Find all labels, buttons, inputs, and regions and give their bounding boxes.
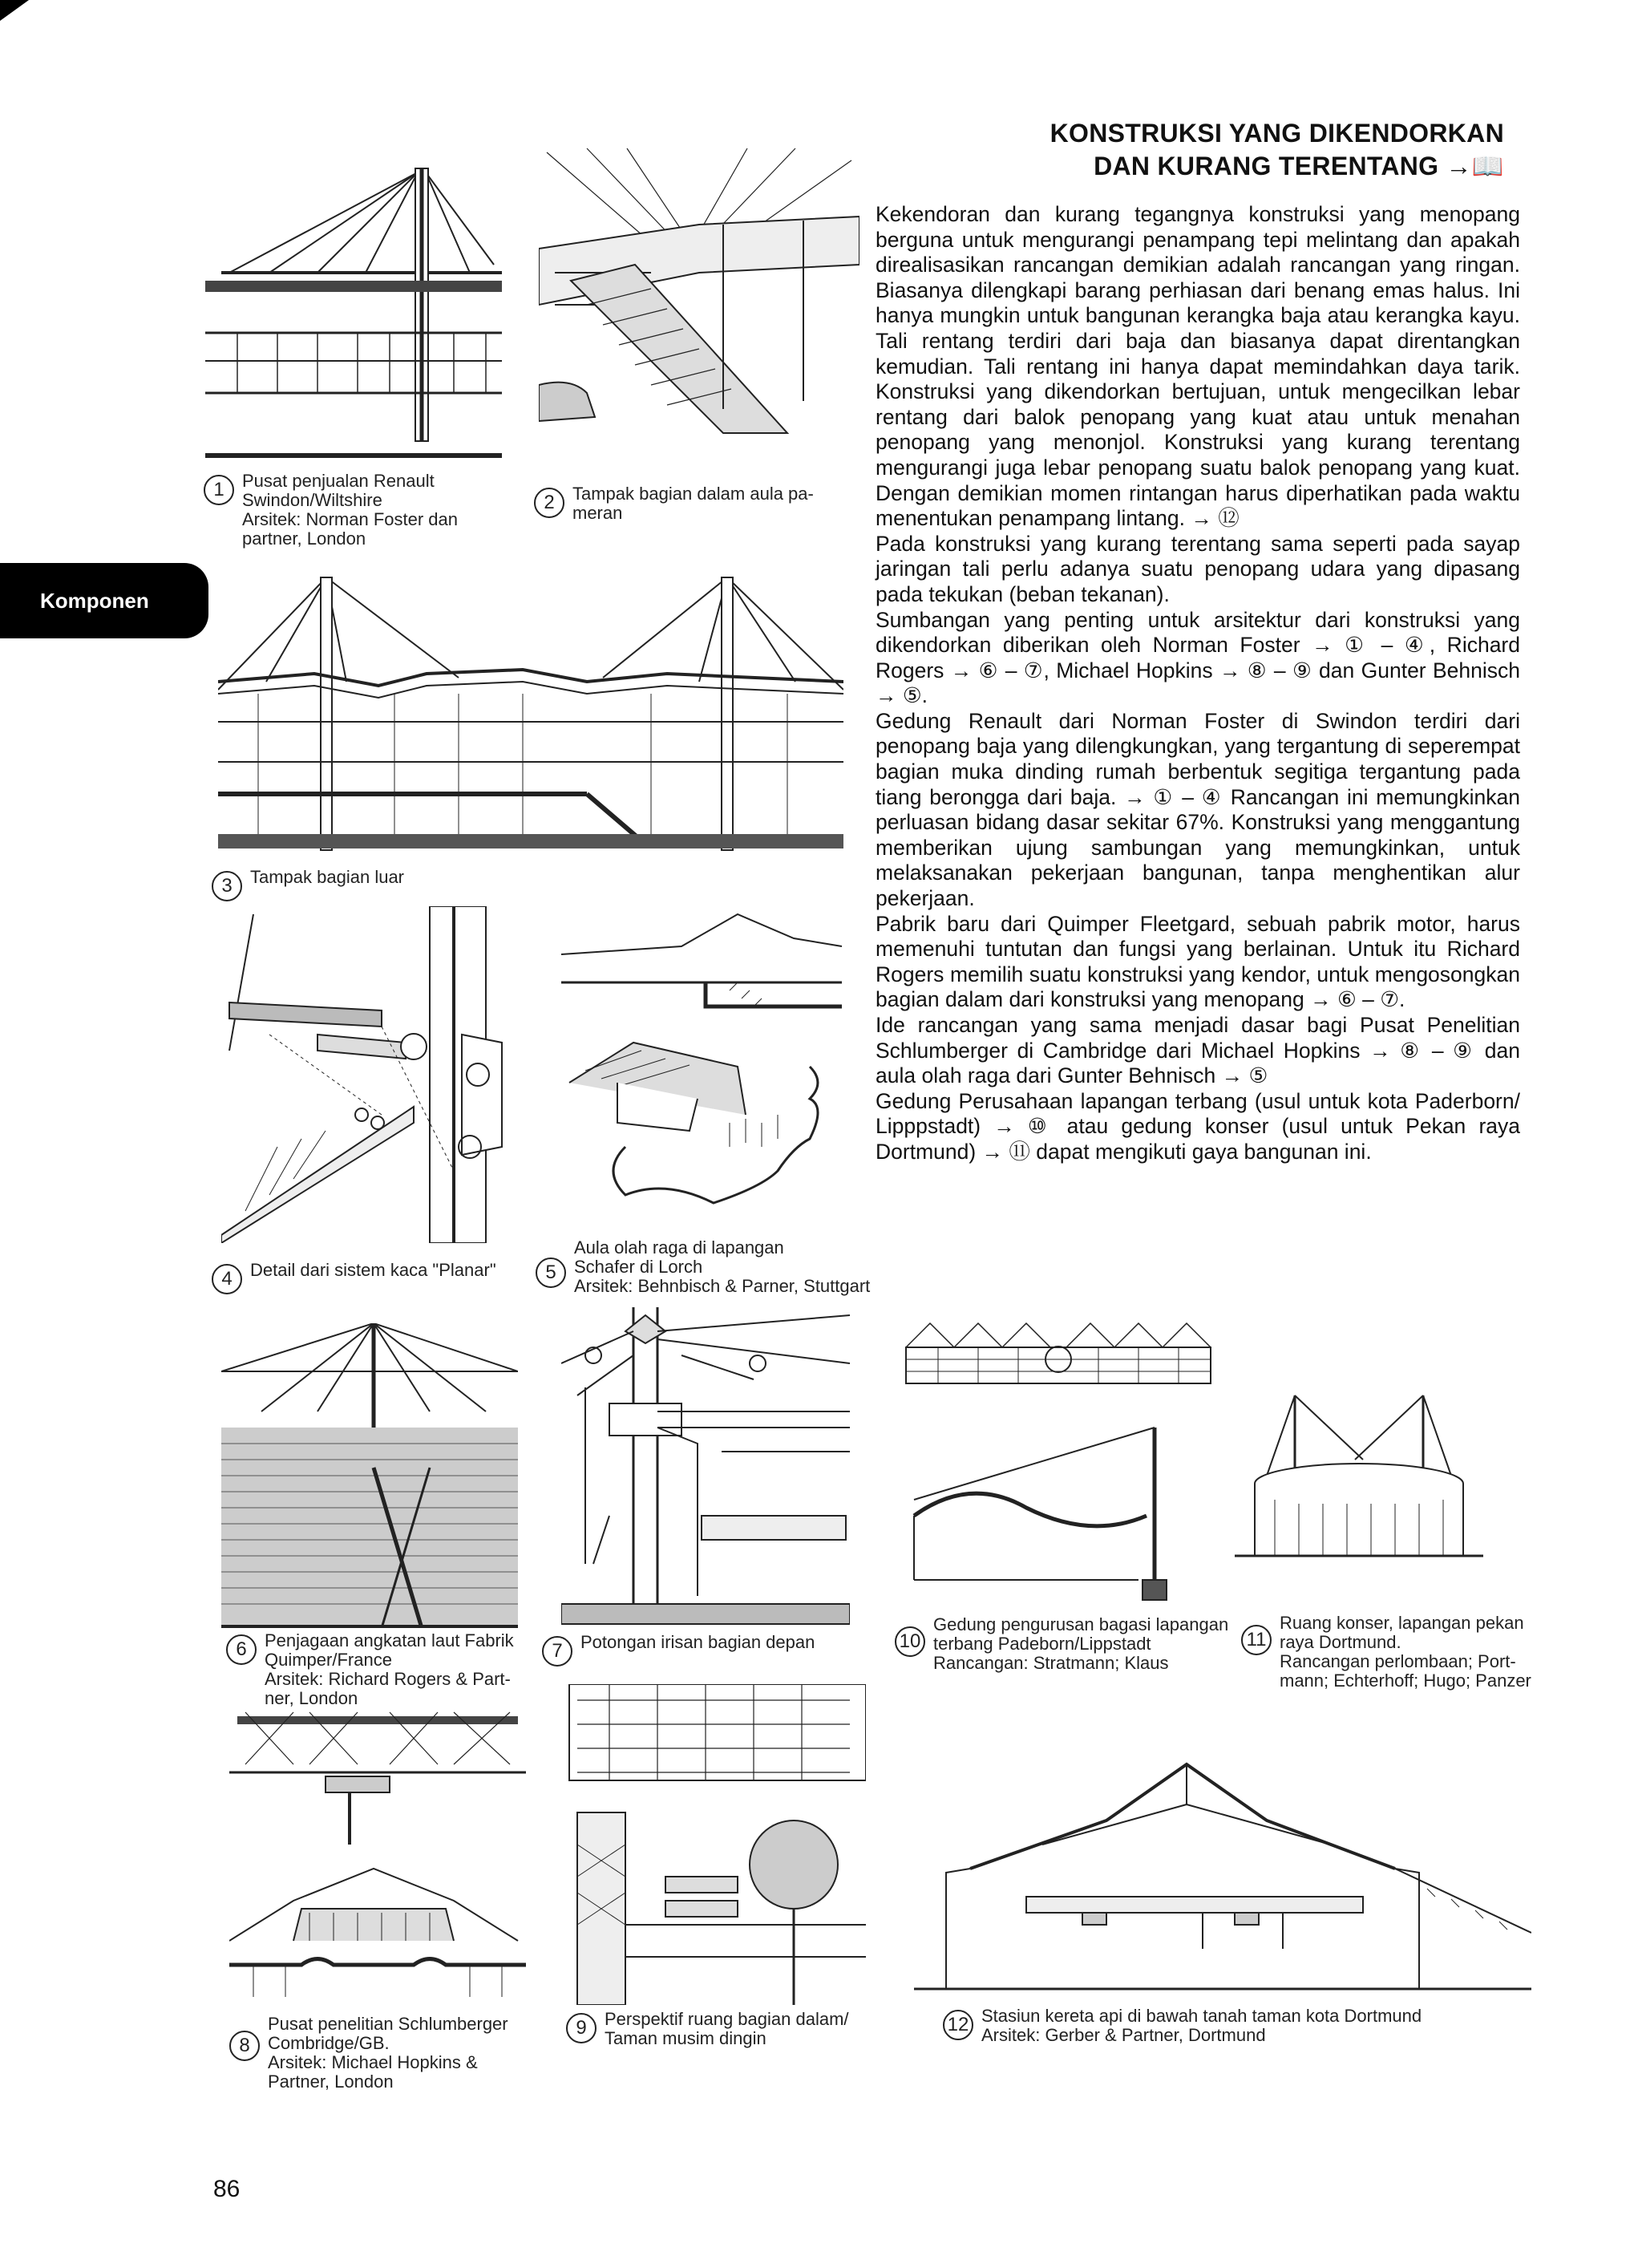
caption-text: Potongan irisan bagian depan: [580, 1632, 815, 1652]
paragraph: Gedung Perusahaan lapangan terbang (usul untuk kota Paderborn/ Lipppstadt) → ⑩ atau gedung konser (usul untuk Pekan raya Dortmund) → ⑪ dapat mengikuti gaya bangunan ini.: [876, 1088, 1520, 1164]
figure-9-drawing: [561, 1684, 866, 2005]
caption-number: 6: [226, 1634, 257, 1665]
paragraph: Pabrik baru dari Quimper Fleetgard, sebuah pabrik motor, harus memenuhi tuntutan dan fungsi yang berlainan. Untuk itu Richard Rogers memilih suatu konstruksi yang kendor, untuk mengosongkan bagian dalam dari konstruksi yang menopang → ⑥ – ⑦.: [876, 911, 1520, 1012]
figure-1-drawing: [205, 160, 502, 465]
caption-number: 3: [212, 871, 242, 901]
figure-7-drawing: [561, 1307, 850, 1628]
figure-8-drawing: [229, 1700, 526, 2021]
caption-text: Pusat penjualan Renault Swindon/Wiltshire Arsitek: Norman Foster dan partner, London: [242, 471, 458, 549]
caption-number: 11: [1241, 1625, 1272, 1655]
paragraph: Ide rancangan yang sama menjadi dasar bagi Pusat Penelitian Schlumberger di Cambridge dari Michael Hopkins → ⑧ – ⑨ dan aula olah raga dari Gunter Behnisch → ⑤: [876, 1013, 1520, 1088]
paragraph: Pada konstruksi yang kurang terentang sama seperti pada sayap jaringan tali perlu adanya suatu penopang udara yang dipasang pada tekukan (beban tekanan).: [876, 531, 1520, 606]
side-tab-label: Komponen: [40, 589, 149, 613]
caption-number: 2: [534, 488, 564, 518]
paragraph: Kekendoran dan kurang tegangnya konstruksi yang menopang berguna untuk mengurangi penampang tepi melintang dan apakah direalisasikan rancangan demikian adalah rancangan yang ringan. Biasanya dilengkapi barang perhiasan dari benang emas halus. Ini hanya mungkin untuk bangunan kerangka baja atau kerangka kayu. Tali rentang terdiri dari baja dan biasanya dapat direntangkan kemudian. Tali rentang ini hanya dapat memindahkan daya tarik. Konstruksi yang dikendorkan bertujuan, untuk mengecilkan lebar rentang dari balok penopang yang kuat atau untuk menahan penopang yang menonjol. Konstruksi yang kurang terentang mengurangi juga lebar penopang suatu balok penopang yang kuat. Dengan demikian momen rintangan harus diperhatikan pada waktu menentukan penampang lintang. → ⑫: [876, 202, 1520, 531]
caption-number: 5: [536, 1258, 566, 1288]
paragraph: Gedung Renault dari Norman Foster di Swindon terdiri dari penopang baja yang dilengkungkan, yang tergantung di seperempat bagian muka dinding rumah berbentuk segitiga tergantung pada tiang berongga dari baja. → ① – ④ Rancangan ini memungkinkan perluasan bidang dasar sekitar 67%. Konstruksi yang menggantung memberikan ujung sambungan yang memungkinkan, untuk melaksanakan pekerjaan bangunan, tanpa menghentikan alur pekerjaan.: [876, 708, 1520, 911]
caption-text: Aula olah raga di lapangan Schafer di Lorch Arsitek: Behnbisch & Parner, Stuttgart: [574, 1237, 871, 1296]
caption-text: Perspektif ruang bagian dalam/ Taman musim dingin: [605, 2009, 849, 2048]
caption-text: Tampak bagian luar: [250, 867, 405, 887]
figure-12-drawing: [914, 1756, 1531, 1997]
page-title-line2: DAN KURANG TERENTANG →📖: [1094, 152, 1504, 180]
figure-6-drawing: [221, 1323, 518, 1628]
caption-number: 10: [895, 1626, 925, 1657]
paragraph: Sumbangan yang penting untuk arsitektur dari konstruksi yang dikendorkan diberikan oleh Norman Foster → ① – ④, Richard Rogers → ⑥ – ⑦, Michael Hopkins → ⑧ – ⑨ dan Gunter Behnisch → ⑤.: [876, 607, 1520, 708]
side-tab: [0, 563, 208, 638]
figure-10-drawing: [898, 1315, 1219, 1612]
caption-text: Ruang konser, lapangan pekan raya Dortmund. Rancangan perlombaan; Port- mann; Echterhoff; Hugo; Panzer: [1280, 1613, 1531, 1691]
figure-11-drawing: [1235, 1387, 1483, 1580]
caption-text: Detail dari sistem kaca "Planar": [250, 1260, 496, 1280]
caption-number: 8: [229, 2031, 260, 2061]
caption-text: Penjagaan angkatan laut Fabrik Quimper/France Arsitek: Richard Rogers & Part- ner, London: [265, 1630, 514, 1708]
page-corner-mark: [0, 0, 32, 32]
body-text: [876, 202, 1520, 1165]
page-number: 86: [213, 2176, 241, 2202]
figure-4-drawing: [221, 906, 518, 1243]
caption-text: Tampak bagian dalam aula pa- meran: [572, 484, 814, 523]
caption-text: Stasiun kereta api di bawah tanah taman kota Dortmund Arsitek: Gerber & Partner, Dortmund: [981, 2006, 1422, 2045]
figure-5-drawing: [553, 906, 850, 1243]
caption-number: 4: [212, 1264, 242, 1294]
caption-number: 1: [204, 475, 234, 505]
figure-3-drawing: [218, 561, 843, 858]
caption-text: Gedung pengurusan bagasi lapangan terbang Padeborn/Lippstadt Rancangan: Stratmann; Klaus: [933, 1614, 1229, 1673]
caption-number: 9: [566, 2013, 597, 2043]
caption-number: 12: [943, 2010, 973, 2040]
figure-2-drawing: [539, 144, 859, 441]
caption-text: Pusat penelitian Schlumberger Combridge/GB. Arsitek: Michael Hopkins & Partner, London: [268, 2014, 508, 2092]
page-title-line1: KONSTRUKSI YANG DIKENDORKAN: [1050, 119, 1504, 148]
caption-number: 7: [542, 1636, 572, 1667]
